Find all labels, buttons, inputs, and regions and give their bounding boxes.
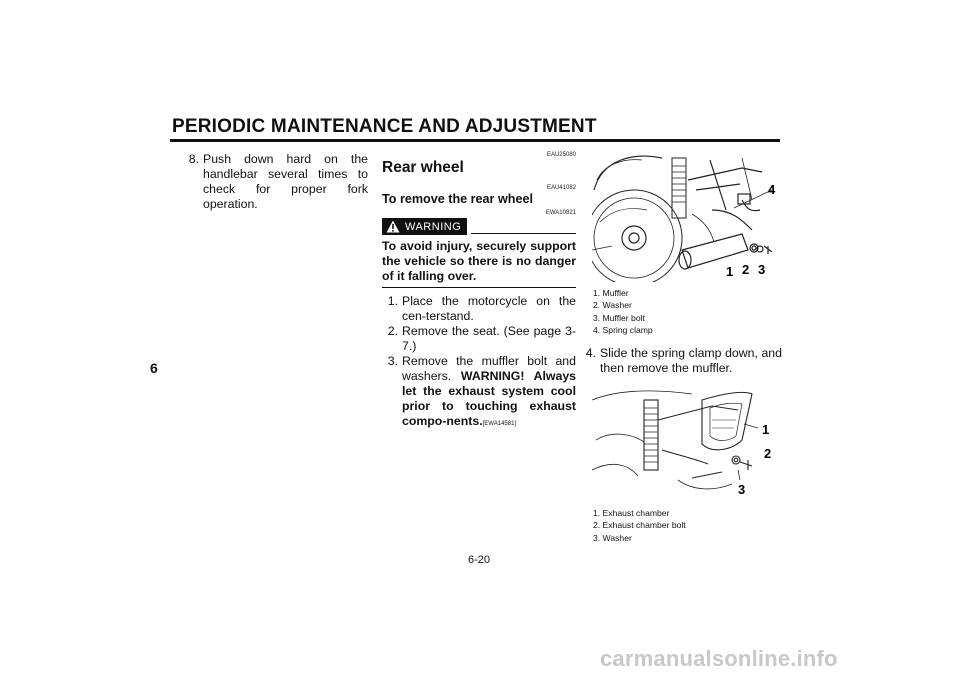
callout-2: 2 — [764, 446, 772, 461]
warning-badge — [382, 218, 467, 235]
warning-rule — [471, 233, 576, 234]
exhaust-chamber-illustration — [592, 380, 782, 502]
step-text: Push down hard on the handlebar several times to check for proper fork operation. — [203, 152, 368, 211]
step-1 — [382, 294, 576, 324]
step-number: 3. — [387, 354, 398, 368]
callout-2: 2 — [742, 262, 750, 277]
warning-header — [382, 218, 576, 235]
removal-steps — [382, 294, 576, 432]
subsection-code: EAU41082 — [546, 185, 576, 191]
muffler-illustration — [592, 150, 782, 282]
warning-text: To avoid injury, securely support the vehicle so there is no danger of it falling over. — [382, 239, 576, 283]
callout-4: 4 — [768, 182, 776, 197]
step-warning-inline: WARNING! Always let the exhaust system cool prior to touching exhaust compo-nents. — [402, 369, 576, 428]
warning-label: WARNING — [405, 220, 462, 233]
step-text: Remove the seat. (See page 3-7.) — [402, 324, 576, 353]
step-text: Place the motorcycle on the cen-terstand. — [402, 294, 576, 323]
page-header-title: PERIODIC MAINTENANCE AND ADJUSTMENT — [172, 116, 597, 137]
middle-column — [382, 152, 576, 432]
callout-1: 1 — [726, 264, 734, 279]
subsection-title: To remove the rear wheel — [382, 192, 533, 206]
caption-item: 2. Exhaust chamber bolt — [593, 520, 686, 531]
step-number: 4. — [585, 346, 596, 360]
warning-bottom-rule — [382, 287, 576, 288]
section-code: EAU25080 — [546, 152, 576, 158]
step-number: 2. — [387, 324, 398, 338]
warning-triangle-icon — [386, 220, 400, 233]
header-rule — [170, 139, 780, 142]
step-3 — [382, 354, 576, 432]
step-text-normal: Remove the muffler bolt and washers. — [402, 354, 576, 383]
step-text — [402, 354, 576, 432]
caption-item: 1. Exhaust chamber — [593, 508, 670, 518]
caption-figure-1 — [593, 287, 783, 336]
page-number: 6-20 — [468, 554, 491, 566]
step-4 — [580, 346, 782, 376]
callout-1: 1 — [762, 422, 770, 437]
chapter-tab: 6 — [150, 360, 158, 376]
caption-item: 3. Muffler bolt — [593, 312, 645, 323]
caption-item: 3. Washer — [593, 532, 632, 543]
step-number: 8. — [188, 152, 199, 166]
callout-3: 3 — [738, 482, 746, 497]
step-text: Slide the spring clamp down, and then remove the muffler. — [600, 346, 782, 375]
watermark-link[interactable]: carmanualsonline.info — [600, 646, 838, 671]
caption-item: 1. Muffler — [593, 288, 629, 298]
caption-item: 2. Washer — [593, 300, 632, 311]
step-2 — [382, 324, 576, 354]
step-number: 1. — [387, 294, 398, 308]
step-warning-code: [EWA14581] — [482, 421, 517, 427]
figure-muffler — [592, 150, 782, 282]
figure-exhaust-chamber — [592, 380, 782, 502]
warning-code: EWA10821 — [545, 210, 576, 216]
caption-figure-2 — [593, 507, 783, 544]
step-8 — [183, 152, 368, 212]
callout-3: 3 — [758, 262, 766, 277]
section-title: Rear wheel — [382, 159, 464, 176]
caption-item: 4. Spring clamp — [593, 324, 653, 335]
